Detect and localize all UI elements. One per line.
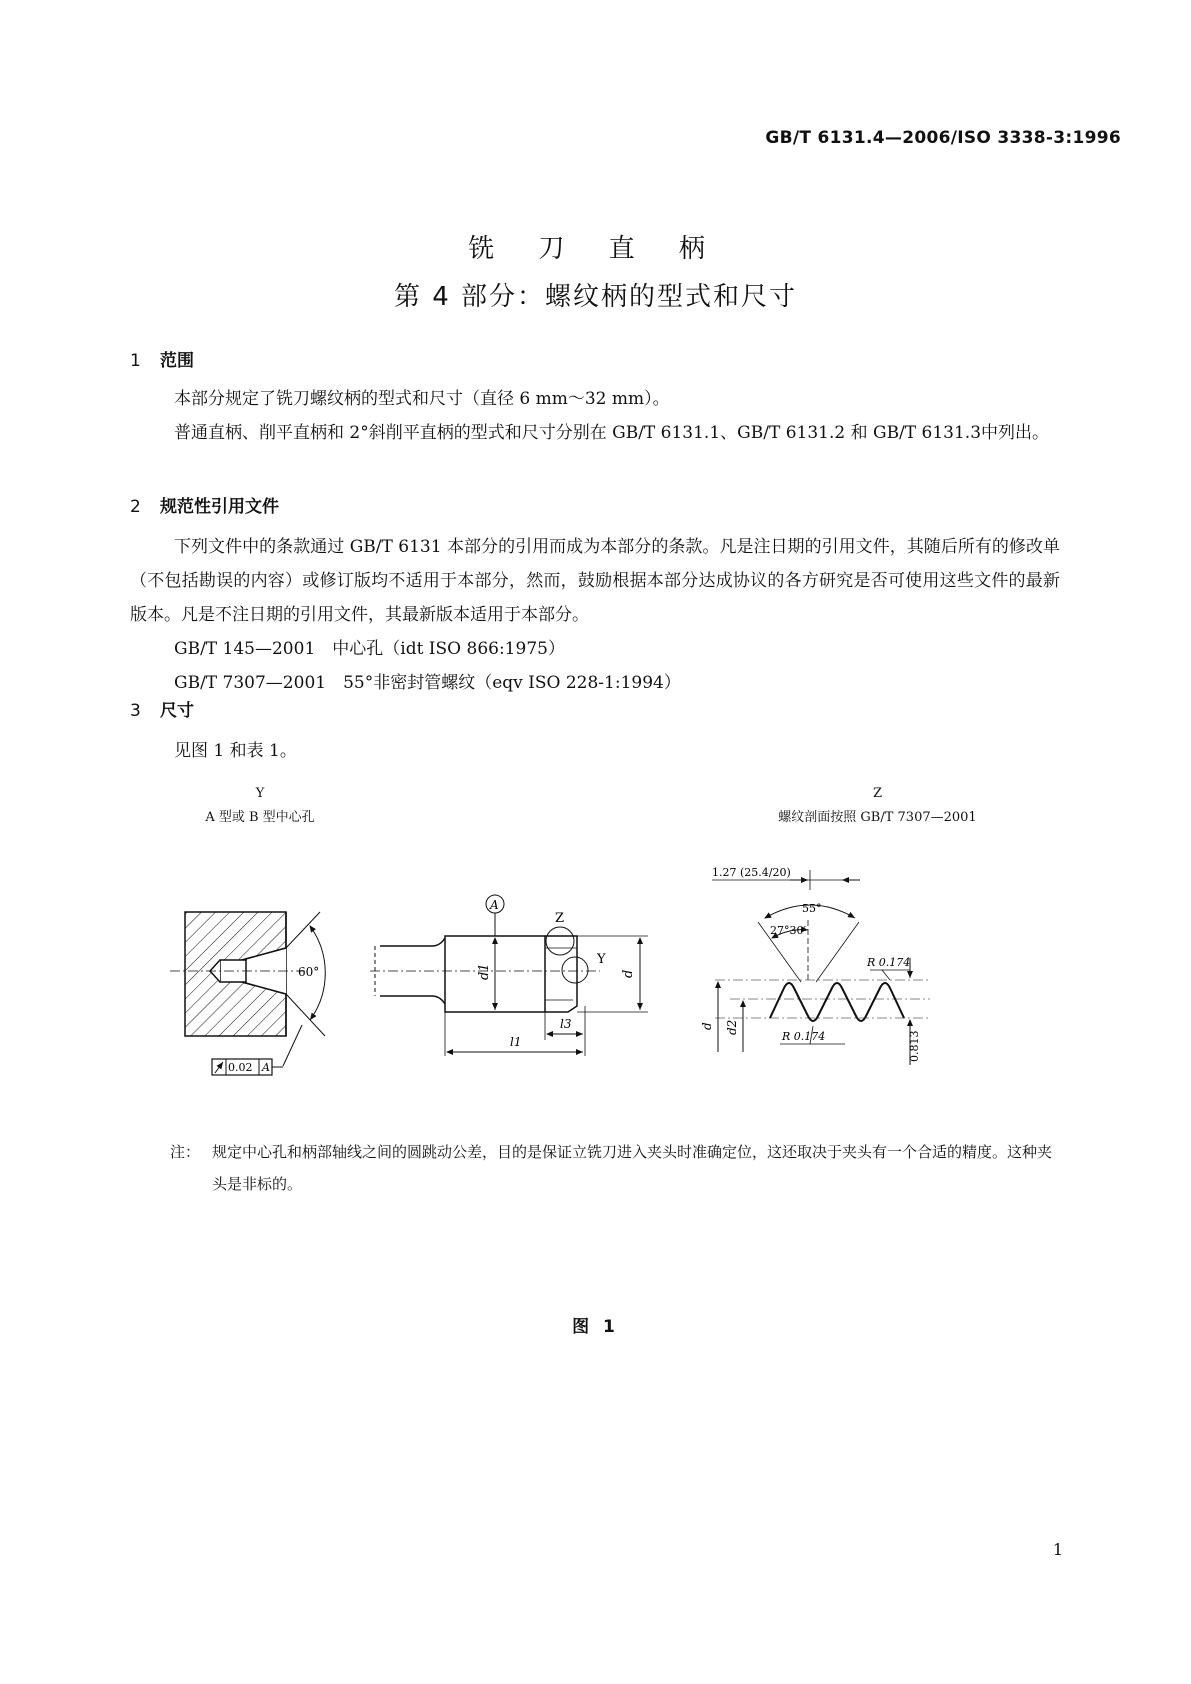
detail-y-letter: Y (255, 786, 265, 801)
pitch-label: 1.27 (25.4/20) (712, 866, 791, 879)
thread-angle-label: 55° (802, 902, 822, 915)
figure-1-drawing (170, 830, 1050, 1090)
thread-d-label: d (700, 1022, 714, 1030)
detail-z-letter: Z (872, 786, 883, 801)
center-angle-label: 60° (298, 965, 320, 979)
d1-label: d1 (477, 963, 492, 980)
document-title: 铣 刀 直 柄 (468, 234, 723, 264)
standard-number: GB/T 6131.4—2006/ISO 3338-3:1996 (765, 128, 1121, 148)
detail-y-marker (562, 957, 588, 983)
reference-item: GB/T 7307—2001 55°非密封管螺纹（eqv ISO 228-1:1994） (174, 673, 681, 693)
section-title: 范围 (160, 351, 194, 371)
detail-y-caption: A 型或 B 型中心孔 (205, 810, 315, 825)
detail-z-callout: Z (555, 911, 565, 926)
paragraph: 见图 1 和表 1。 (174, 741, 297, 761)
half-angle-label: 27°30′ (770, 924, 806, 937)
detail-z-caption: 螺纹剖面按照 GB/T 7307—2001 (778, 810, 977, 825)
page-number: 1 (1052, 1540, 1063, 1559)
thread-depth-label: 0.813 (908, 1030, 921, 1062)
section-2-body (130, 530, 1060, 700)
document-subtitle: 第 4 部分：螺纹柄的型式和尺寸 (393, 282, 798, 312)
paragraph: 下列文件中的条款通过 GB/T 6131 本部分的引用而成为本部分的条款。凡是注日期的引用文件，其随后所有的修改单（不包括勘误的内容）或修订版均不适用于本部分，然而，鼓励根据本部分达成协议的各方研究是否可使用这些文件的最新版本。凡是不注日期的引用文件，其最新版本适用于本部分。 (130, 537, 1060, 625)
l1-label: l1 (510, 1035, 522, 1049)
l3-label: l3 (560, 1017, 572, 1031)
figure-note (170, 1136, 1063, 1200)
note-text: 规定中心孔和柄部轴线之间的圆跳动公差，目的是保证立铣刀进入夹头时准确定位，这还取决于夹头有一个合适的精度。这种夹头是非标的。 (212, 1143, 1053, 1193)
section-1-body (130, 382, 1060, 450)
d-label: d (621, 969, 636, 978)
section-number: 2 (130, 497, 141, 517)
shank-view (370, 895, 648, 1056)
figure-caption: 图 1 (572, 1317, 619, 1337)
section-number: 3 (130, 701, 141, 721)
section-1-heading (130, 346, 194, 371)
note-label: 注： (170, 1143, 201, 1161)
section-number: 1 (130, 351, 141, 371)
paragraph: 普通直柄、削平直柄和 2°斜削平直柄的型式和尺寸分别在 GB/T 6131.1、GB/T 6131.2 和 GB/T 6131.3中列出。 (174, 423, 1050, 443)
detail-y-callout: Y (597, 952, 606, 967)
section-2-heading (130, 492, 279, 517)
paragraph: 本部分规定了铣刀螺纹柄的型式和尺寸（直径 6 mm～32 mm）。 (174, 389, 670, 409)
datum-a-label: A (490, 898, 499, 912)
bottom-radius-label: R 0.174 (782, 1030, 826, 1043)
section-title: 规范性引用文件 (160, 497, 279, 517)
detail-y-view (170, 912, 325, 1075)
top-radius-label: R 0.174 (867, 956, 911, 969)
tolerance-value: 0.02 (228, 1061, 253, 1074)
tolerance-datum: A (262, 1061, 270, 1074)
d2-label: d2 (725, 1019, 739, 1035)
section-3-body (130, 734, 1060, 768)
section-title: 尺寸 (160, 701, 194, 721)
reference-item: GB/T 145—2001 中心孔（idt ISO 866:1975） (174, 639, 565, 659)
detail-z-view (700, 866, 930, 1065)
detail-z-marker (546, 927, 574, 955)
section-3-heading (130, 696, 194, 721)
